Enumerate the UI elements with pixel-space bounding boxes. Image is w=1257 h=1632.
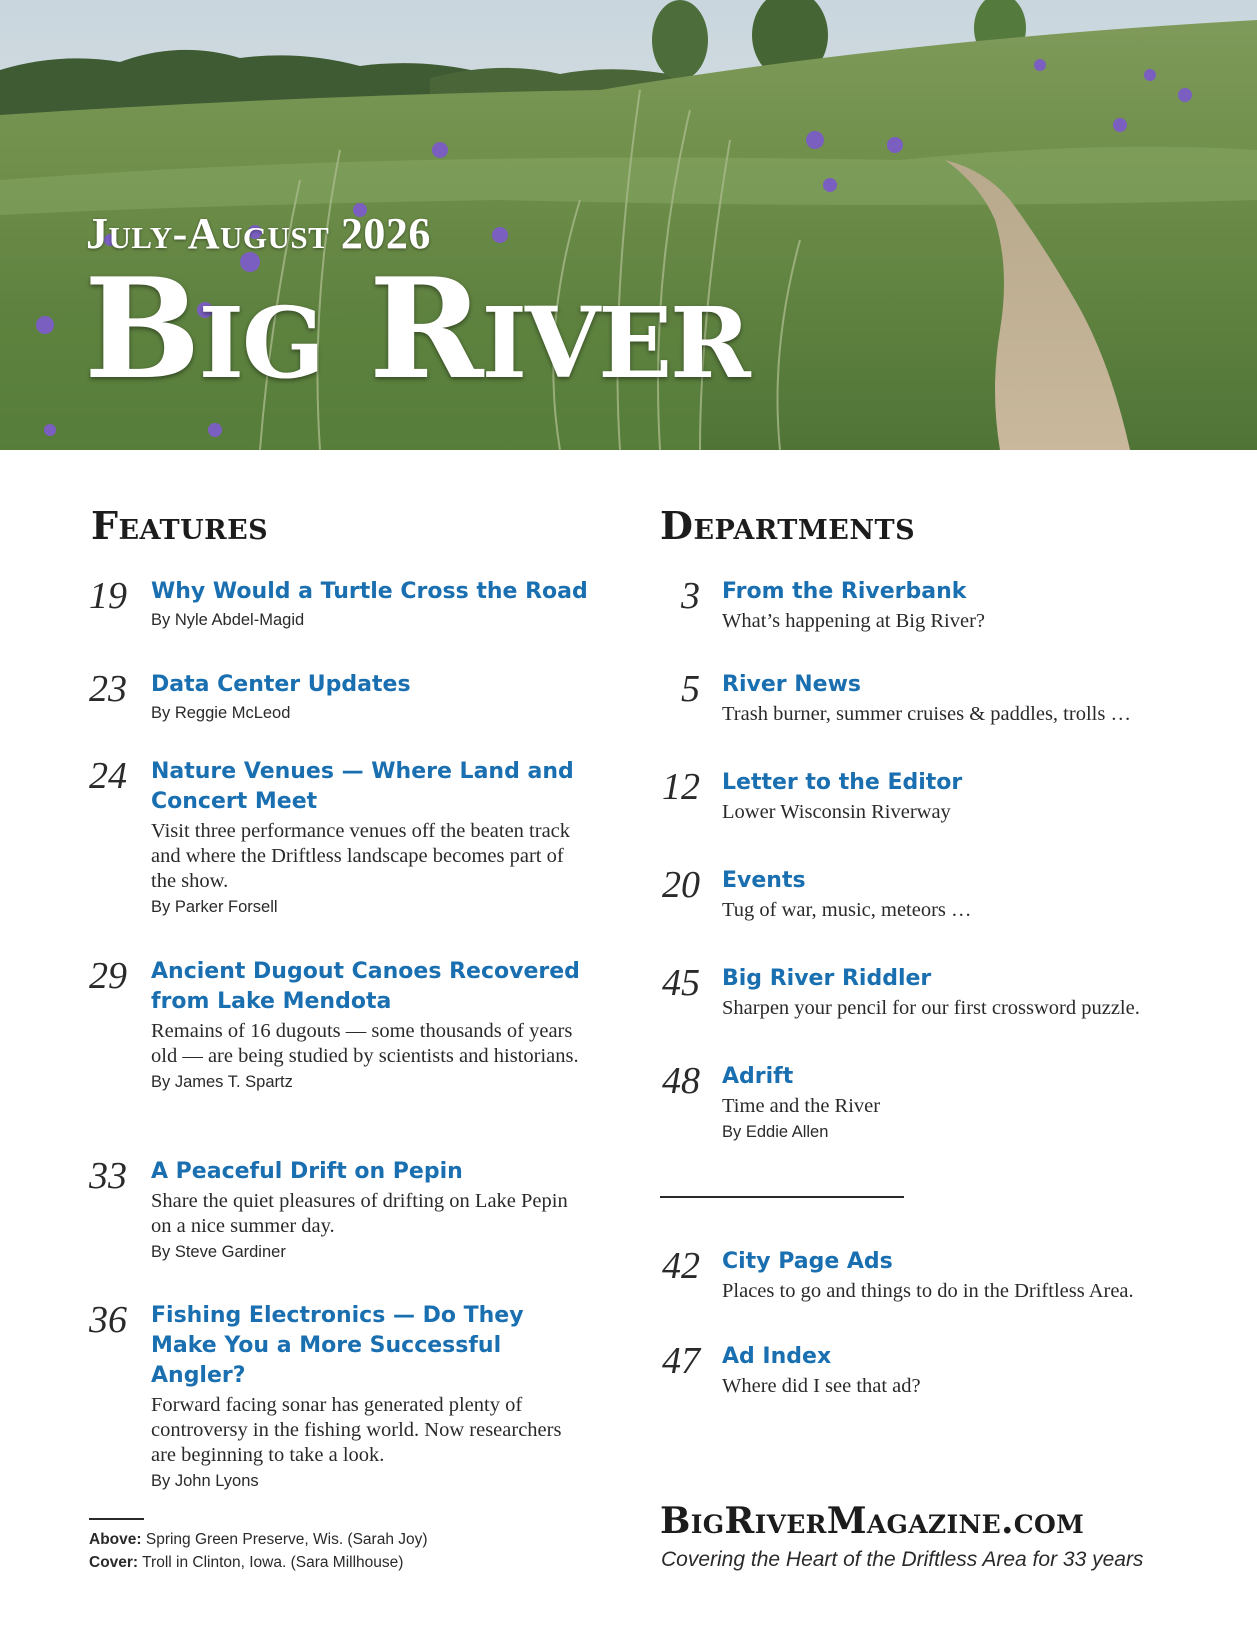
department-title[interactable]: Adrift: [722, 1064, 794, 1089]
page-number: 3: [681, 575, 700, 617]
page-number: 12: [662, 766, 700, 808]
department-title[interactable]: Letter to the Editor: [722, 770, 963, 795]
department-entry[interactable]: [681, 575, 1202, 634]
feature-author: By Nyle Abdel-Magid: [151, 611, 305, 629]
feature-description: Forward facing sonar has generated plenty of controversy in the fishing world. Now researchers are beginning to take a look.: [151, 1394, 562, 1466]
department-description: Places to go and things to do in the Driftless Area.: [722, 1280, 1134, 1302]
feature-title[interactable]: Data Center Updates: [151, 672, 411, 697]
feature-title[interactable]: Ancient Dugout Canoes Recovered from Lake Mendota: [151, 959, 580, 1014]
page-number: 23: [89, 668, 127, 710]
page-number: 47: [662, 1340, 700, 1382]
department-author: By Eddie Allen: [722, 1123, 829, 1141]
department-entry[interactable]: [662, 1060, 1202, 1142]
tagline: Covering the Heart of the Driftless Area for 33 years: [661, 1548, 1144, 1571]
page-number: 42: [662, 1245, 700, 1287]
department-description: Tug of war, music, meteors …: [722, 899, 972, 921]
credit-above: [89, 1528, 428, 1551]
feature-author: By Steve Gardiner: [151, 1243, 286, 1261]
feature-author: By John Lyons: [151, 1472, 259, 1490]
department-description: Trash burner, summer cruises & paddles, trolls …: [722, 703, 1131, 725]
department-title[interactable]: Ad Index: [722, 1344, 832, 1369]
issue-date: July-August 2026: [86, 209, 431, 258]
department-description: Where did I see that ad?: [722, 1375, 921, 1397]
department-entry[interactable]: [681, 668, 1202, 727]
feature-description: Visit three performance venues off the beaten track and where the Driftless landscape becomes part of the show.: [151, 820, 571, 892]
department-description: Time and the River: [722, 1095, 881, 1117]
feature-description: Remains of 16 dugouts — some thousands of years old — are being studied by scientists and historians.: [151, 1020, 579, 1067]
department-entry[interactable]: [662, 962, 1202, 1021]
department-title[interactable]: City Page Ads: [722, 1249, 893, 1274]
department-description: What’s happening at Big River?: [722, 610, 986, 632]
department-title[interactable]: From the Riverbank: [722, 579, 967, 604]
departments-heading: Departments: [660, 503, 916, 548]
feature-description: Share the quiet pleasures of drifting on Lake Pepin on a nice summer day.: [151, 1190, 568, 1237]
credit-label: Cover:: [89, 1554, 139, 1571]
feature-entry[interactable]: [89, 1299, 591, 1491]
department-entry[interactable]: [662, 864, 1202, 923]
department-entry[interactable]: [662, 1245, 1202, 1304]
page-number: 19: [89, 575, 127, 617]
feature-entry[interactable]: [89, 955, 591, 1092]
page-number: 48: [662, 1060, 700, 1102]
credit-text: Troll in Clinton, Iowa. (Sara Millhouse): [142, 1554, 404, 1571]
department-entry[interactable]: [662, 766, 1202, 825]
credit-cover: [89, 1551, 428, 1574]
credit-text: Spring Green Preserve, Wis. (Sarah Joy): [145, 1531, 428, 1548]
hero-photo: [0, 0, 1257, 450]
department-entry[interactable]: [662, 1340, 1202, 1399]
section-divider: [660, 1196, 904, 1198]
page-number: 33: [89, 1155, 127, 1197]
feature-entry[interactable]: [89, 575, 591, 630]
department-title[interactable]: Big River Riddler: [722, 966, 932, 991]
department-description: Sharpen your pencil for our first crossword puzzle.: [722, 997, 1140, 1019]
feature-author: By Reggie McLeod: [151, 704, 291, 722]
credit-label: Above:: [89, 1531, 142, 1548]
feature-title[interactable]: A Peaceful Drift on Pepin: [151, 1159, 463, 1184]
features-heading: Features: [91, 503, 269, 548]
page-number: 29: [89, 955, 127, 997]
website-link[interactable]: BigRiverMagazine.com: [660, 1500, 1085, 1542]
feature-entry[interactable]: [89, 1155, 591, 1262]
department-description: Lower Wisconsin Riverway: [722, 801, 951, 823]
page-number: 20: [662, 864, 700, 906]
feature-author: By James T. Spartz: [151, 1073, 293, 1091]
feature-title[interactable]: Nature Venues — Where Land and Concert Meet: [151, 759, 574, 814]
page-number: 5: [681, 668, 700, 710]
credits-rule: [89, 1518, 144, 1520]
photo-credits: [89, 1528, 428, 1574]
page-number: 36: [89, 1299, 127, 1341]
feature-title[interactable]: Fishing Electronics — Do They Make You a More Successful Angler?: [151, 1303, 524, 1388]
page-number: 45: [662, 962, 700, 1004]
feature-author: By Parker Forsell: [151, 898, 278, 916]
department-title[interactable]: River News: [722, 672, 862, 697]
feature-entry[interactable]: [89, 668, 591, 723]
feature-title[interactable]: Why Would a Turtle Cross the Road: [151, 579, 588, 604]
department-title[interactable]: Events: [722, 868, 806, 893]
magazine-title: Big River: [84, 247, 749, 410]
feature-entry[interactable]: [89, 755, 591, 917]
page-number: 24: [89, 755, 127, 797]
